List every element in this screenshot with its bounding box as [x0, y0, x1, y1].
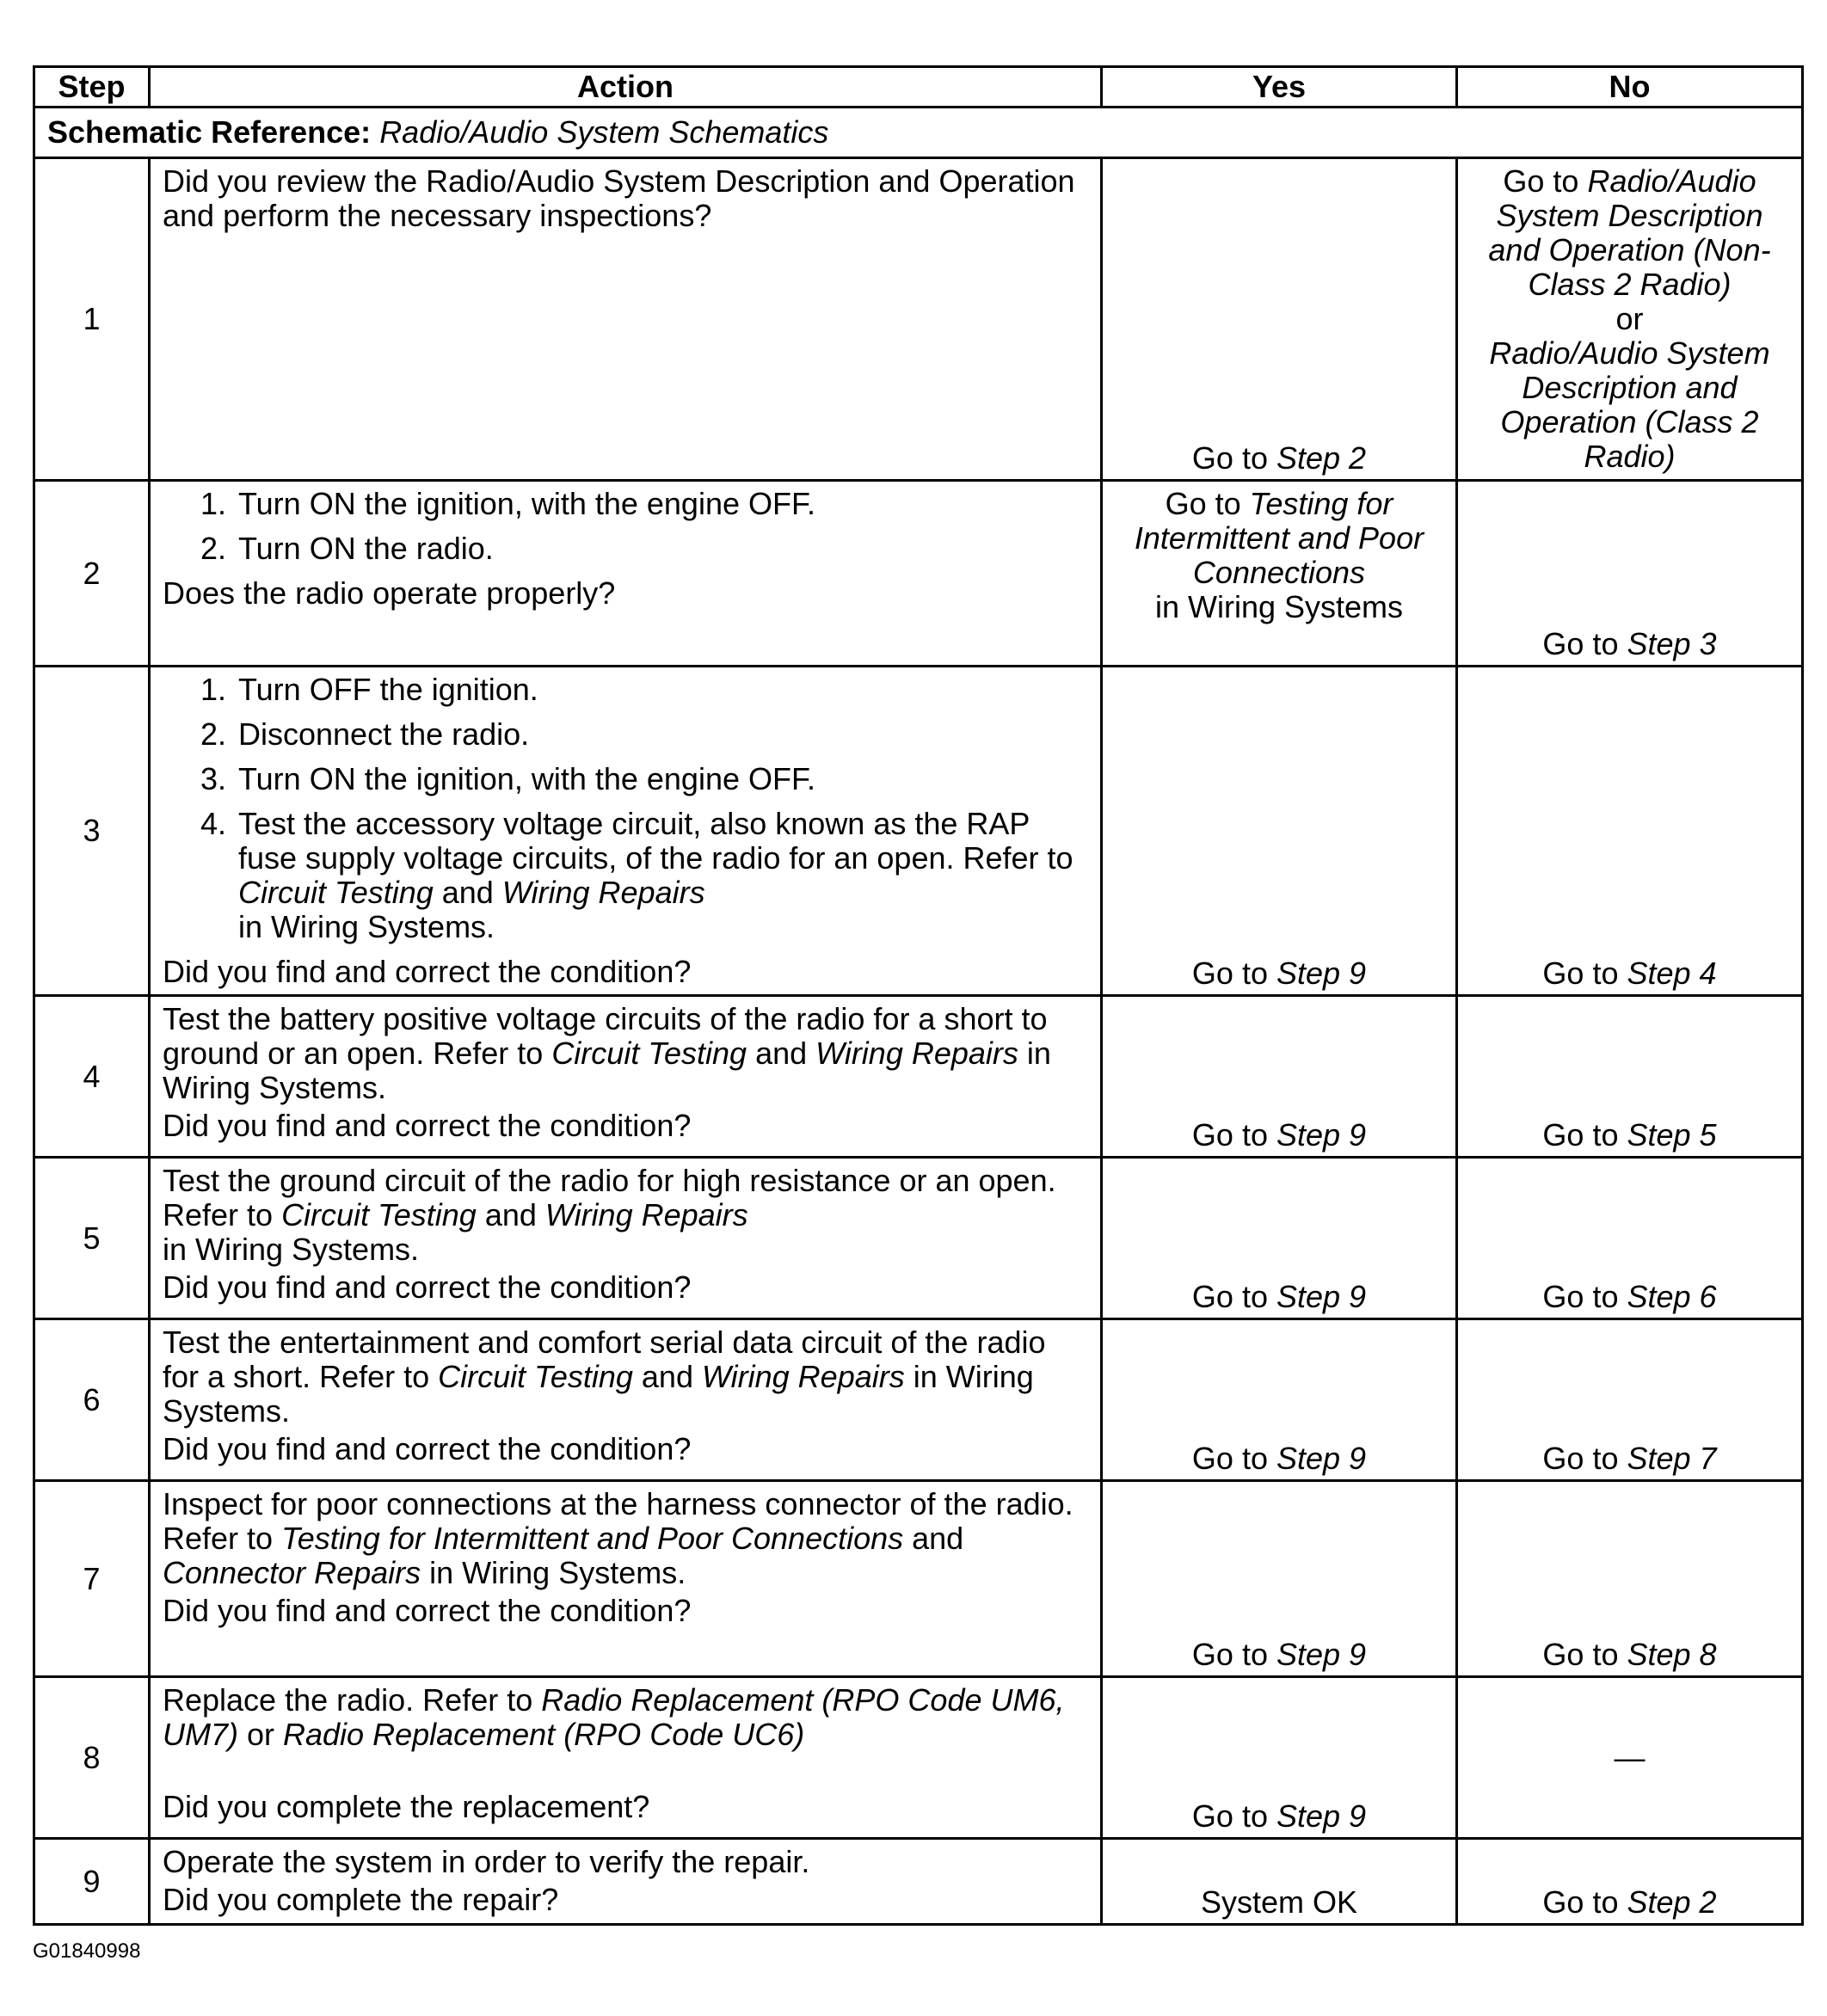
no-cell: [1457, 667, 1803, 996]
action-tail: in Wiring Systems.: [163, 1232, 420, 1267]
table-row: [34, 667, 1803, 996]
action-tail: in Wiring Systems.: [163, 1359, 1034, 1429]
action-text: [163, 1164, 1088, 1267]
action-body: Replace the radio. Refer to: [163, 1682, 542, 1718]
action-text: Operate the system in order to verify the repair.: [163, 1844, 810, 1879]
item-and: and: [433, 875, 502, 910]
action-body: Test the battery positive voltage circuits of the radio for a short to ground or an open. Refer to: [163, 1001, 1048, 1071]
wiring-repairs-link[interactable]: Wiring Repairs: [501, 875, 705, 910]
yes-cell: [1102, 996, 1457, 1158]
no-link[interactable]: Step 3: [1627, 626, 1717, 661]
action-cell: [150, 1158, 1102, 1319]
action-cell: [150, 667, 1102, 996]
yes-cell: [1102, 1481, 1457, 1677]
step-number: 5: [34, 1158, 150, 1319]
wiring-repairs-link[interactable]: Wiring Repairs: [815, 1036, 1018, 1071]
no-cell: [1457, 1839, 1803, 1925]
yes-cell: [1102, 1839, 1457, 1925]
action-question: Did you find and correct the condition?: [163, 1269, 692, 1305]
no-prefix: Go to: [1503, 163, 1588, 199]
yes-link[interactable]: Step 9: [1276, 1798, 1367, 1834]
yes-prefix: Go to: [1191, 1637, 1276, 1672]
no-link-2[interactable]: Radio/Audio System Description and Operation (Class 2 Radio): [1489, 335, 1770, 474]
yes-cell: [1102, 667, 1457, 996]
action-body: Inspect for poor connections at the harness connector of the radio. Refer to: [163, 1486, 1073, 1556]
action-text: [163, 1487, 1088, 1590]
action-list: [163, 673, 1088, 944]
no-link[interactable]: Step 8: [1627, 1637, 1717, 1672]
item-tail: in Wiring Systems.: [238, 909, 495, 944]
action-text: [163, 1683, 1088, 1752]
schematic-reference-row: [34, 108, 1803, 158]
action-list-item: 1. Turn ON the ignition, with the engine OFF.: [235, 487, 1088, 521]
no-link[interactable]: Step 7: [1627, 1441, 1717, 1476]
table-row: [34, 1839, 1803, 1925]
action-list-item: 1. Turn OFF the ignition.: [235, 673, 1088, 707]
step-number: 6: [34, 1319, 150, 1481]
header-step: Step: [34, 67, 150, 108]
action-and: and: [476, 1197, 545, 1232]
no-link[interactable]: Step 5: [1627, 1117, 1717, 1152]
figure-code: G01840998: [33, 1939, 141, 1963]
step-number: 2: [34, 481, 150, 667]
no-cell: [1457, 996, 1803, 1158]
yes-prefix: Go to: [1191, 1117, 1276, 1152]
schematic-reference-label: Schematic Reference:: [47, 114, 372, 150]
action-list: [163, 487, 1088, 566]
action-question: Does the radio operate properly?: [163, 575, 616, 611]
no-prefix: Go to: [1542, 1117, 1627, 1152]
yes-cell: [1102, 1158, 1457, 1319]
action-list-item: [235, 807, 1088, 944]
no-cell: [1457, 1481, 1803, 1677]
yes-prefix: Go to: [1191, 440, 1276, 476]
table-row: [34, 481, 1803, 667]
action-cell: [150, 1319, 1102, 1481]
no-cell: [1457, 1677, 1803, 1839]
no-cell: [1457, 158, 1803, 481]
action-question: Did you find and correct the condition?: [163, 1431, 692, 1466]
header-no: No: [1457, 67, 1803, 108]
connector-repairs-link[interactable]: Connector Repairs: [163, 1555, 421, 1590]
item-text: Test the accessory voltage circuit, also known as the RAP fuse supply voltage circuits, of the radio for an open. Refer to: [238, 806, 1073, 876]
step-number: 8: [34, 1677, 150, 1839]
action-tail: in Wiring Systems.: [163, 1036, 1051, 1105]
no-cell: [1457, 1158, 1803, 1319]
action-body: Test the entertainment and comfort serial data circuit of the radio for a short. Refer to: [163, 1325, 1046, 1394]
no-prefix: Go to: [1542, 1279, 1627, 1314]
no-link[interactable]: Step 2: [1627, 1884, 1717, 1920]
table-row: [34, 1158, 1803, 1319]
action-text: [163, 1325, 1088, 1429]
table-row: [34, 1481, 1803, 1677]
no-link[interactable]: Step 4: [1627, 956, 1717, 991]
yes-link[interactable]: Step 9: [1276, 1441, 1367, 1476]
step-number: 7: [34, 1481, 150, 1677]
action-text: [163, 1002, 1088, 1105]
action-list-item: 3. Turn ON the ignition, with the engine OFF.: [235, 762, 1088, 796]
yes-link[interactable]: Step 9: [1276, 1637, 1367, 1672]
action-cell: [150, 996, 1102, 1158]
action-cell: [150, 1839, 1102, 1925]
header-row: [34, 67, 1803, 108]
header-yes: Yes: [1102, 67, 1457, 108]
yes-link[interactable]: Step 9: [1276, 956, 1367, 991]
step-number: 1: [34, 158, 150, 481]
circuit-testing-link[interactable]: Circuit Testing: [551, 1036, 747, 1071]
yes-cell: [1102, 1677, 1457, 1839]
no-prefix: Go to: [1542, 626, 1627, 661]
action-text: Did you review the Radio/Audio System Description and Operation and perform the necessary inspections?: [163, 163, 1075, 233]
action-question: Did you find and correct the condition?: [163, 1593, 692, 1628]
yes-prefix: Go to: [1191, 1279, 1276, 1314]
table-row: [34, 996, 1803, 1158]
yes-cell: [1102, 1319, 1457, 1481]
action-list-item: 2. Disconnect the radio.: [235, 717, 1088, 752]
yes-prefix: Go to: [1191, 1441, 1276, 1476]
action-or: or: [238, 1717, 284, 1752]
header-action: Action: [150, 67, 1102, 108]
table-row: [34, 158, 1803, 481]
yes-link[interactable]: Step 2: [1276, 440, 1367, 476]
yes-link[interactable]: Testing for Intermittent and Poor Connections: [1134, 486, 1424, 590]
action-and: and: [747, 1036, 816, 1071]
table-row: [34, 1677, 1803, 1839]
step-number: 4: [34, 996, 150, 1158]
action-cell: [150, 1481, 1102, 1677]
diagnostic-table: [33, 65, 1804, 1926]
no-link[interactable]: Step 6: [1627, 1279, 1717, 1314]
no-or: or: [1615, 301, 1644, 336]
table-row: [34, 1319, 1803, 1481]
action-and: and: [632, 1359, 702, 1394]
action-cell: [150, 481, 1102, 667]
circuit-testing-link[interactable]: Circuit Testing: [238, 875, 434, 910]
step-number: 9: [34, 1839, 150, 1925]
yes-suffix: in Wiring Systems: [1154, 589, 1404, 624]
no-prefix: Go to: [1542, 1441, 1627, 1476]
action-question: Did you complete the replacement?: [163, 1789, 650, 1824]
action-list-item: 2. Turn ON the radio.: [235, 532, 1088, 566]
yes-link[interactable]: Step 9: [1276, 1279, 1367, 1314]
no-link[interactable]: Radio/Audio System Description and Operation (Non-Class 2 Radio): [1488, 163, 1771, 302]
circuit-testing-link[interactable]: Circuit Testing: [438, 1359, 633, 1394]
wiring-repairs-link[interactable]: Wiring Repairs: [701, 1359, 905, 1394]
no-prefix: Go to: [1542, 1637, 1627, 1672]
yes-prefix: Go to: [1165, 486, 1250, 521]
testing-intermittent-link[interactable]: Testing for Intermittent and Poor Connections: [281, 1521, 904, 1556]
wiring-repairs-link[interactable]: Wiring Repairs: [544, 1197, 748, 1232]
diagnostic-table-container: [33, 65, 1801, 1926]
radio-replacement-um6-link[interactable]: Radio Replacement (RPO Code UM6, UM7): [163, 1682, 1065, 1752]
action-tail: in Wiring Systems.: [421, 1555, 686, 1590]
step-number: 3: [34, 667, 150, 996]
yes-text: System OK: [1200, 1884, 1358, 1920]
no-prefix: Go to: [1542, 956, 1627, 991]
schematic-reference-link[interactable]: Radio/Audio System Schematics: [379, 114, 829, 150]
action-question: Did you find and correct the condition?: [163, 1108, 692, 1143]
action-cell: [150, 1677, 1102, 1839]
yes-cell: [1102, 481, 1457, 667]
no-prefix: Go to: [1542, 1884, 1627, 1920]
action-body: Test the ground circuit of the radio for high resistance or an open. Refer to: [163, 1163, 1056, 1232]
action-question: Did you complete the repair?: [163, 1882, 559, 1917]
no-dash: —: [1614, 1739, 1646, 1775]
action-cell: [150, 158, 1102, 481]
no-cell: [1457, 481, 1803, 667]
circuit-testing-link[interactable]: Circuit Testing: [281, 1197, 477, 1232]
action-question: Did you find and correct the condition?: [163, 954, 692, 989]
yes-prefix: Go to: [1191, 956, 1276, 991]
yes-link[interactable]: Step 9: [1276, 1117, 1367, 1152]
yes-prefix: Go to: [1191, 1798, 1276, 1834]
radio-replacement-uc6-link[interactable]: Radio Replacement (RPO Code UC6): [283, 1717, 805, 1752]
no-cell: [1457, 1319, 1803, 1481]
action-and: and: [903, 1521, 964, 1556]
schematic-reference: [34, 108, 1803, 158]
yes-cell: [1102, 158, 1457, 481]
